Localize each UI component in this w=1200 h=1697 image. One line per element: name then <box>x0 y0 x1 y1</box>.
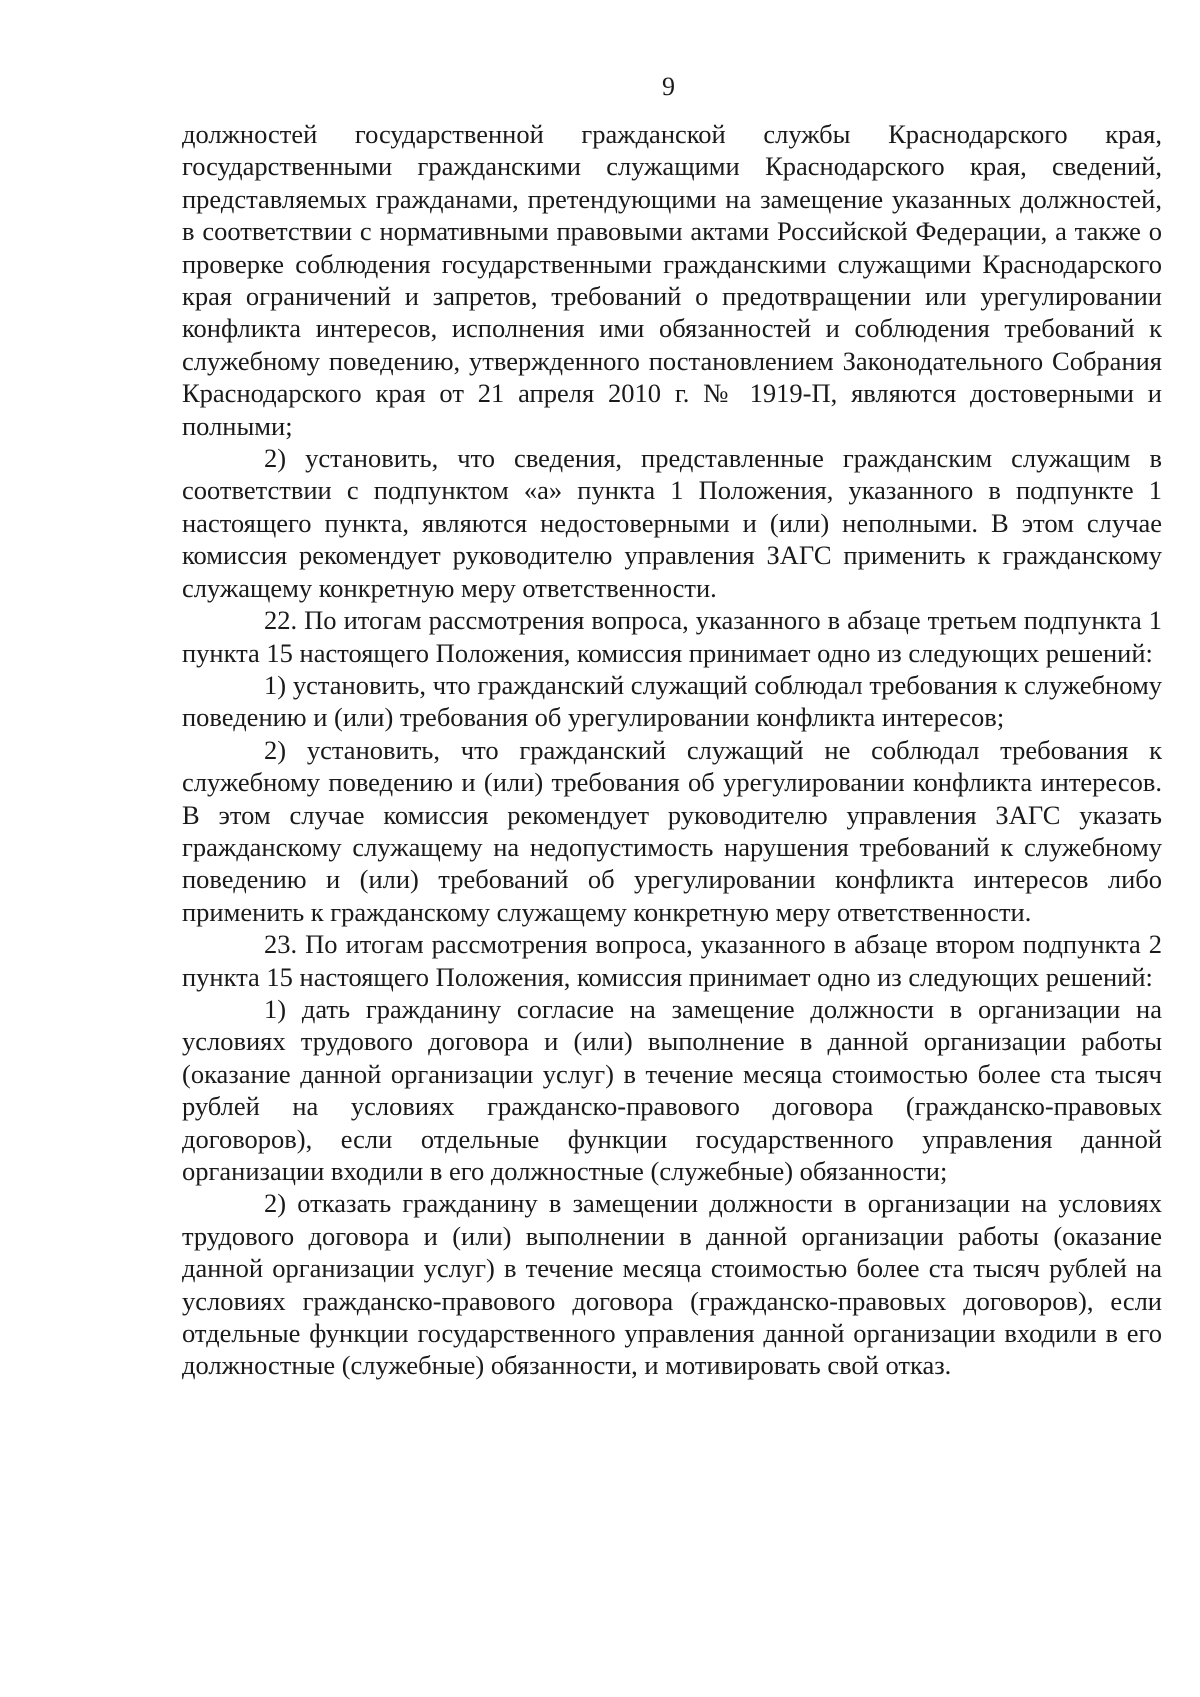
paragraph-clause-22: 22. По итогам рассмотрения вопроса, указанного в абзаце третьем подпункта 1 пункта 15 настоящего Положения, комиссия принимает одно из следующих решений: <box>182 605 1162 668</box>
paragraph-item-23-1: 1) дать гражданину согласие на замещение должности в организации на условиях трудового договора и (или) выполнение в данной организации работы (оказание данной организации услуг) в течение месяца стоимостью более ста тысяч рублей на условиях гражданско-правового договора (гражданско-правовых договоров), если отдельные функции государственного управления данной организации входили в его должностные (служебные) обязанности; <box>182 993 1162 1186</box>
document-body <box>182 118 1162 1382</box>
paragraph-item-22-2: 2) установить, что гражданский служащий не соблюдал требования к служебному поведению и (или) требования об урегулировании конфликта интересов. В этом случае комиссия рекомендует руководителю управления ЗАГС указать гражданскому служащему на недопустимость нарушения требований к служебному поведению и (или) требований об урегулировании конфликта интересов либо применить к гражданскому служащему конкретную меру ответственности. <box>182 734 1162 927</box>
paragraph-continuation: должностей государственной гражданской службы Краснодарского края, государственными гражданскими служащими Краснодарского края, сведений, представляемых гражданами, претендующими на замещение указанных должностей, в соответствии с нормативными правовыми актами Российской Федерации, а также о проверке соблюдения государственными гражданскими служащими Краснодарского края ограничений и запретов, требований о предотвращении или урегулировании конфликта интересов, исполнения ими обязанностей и соблюдения требований к служебному поведению, утвержденного постановлением Законодательного Собрания Краснодарского края от 21 апреля 2010 г. № 1919-П, являются достоверными и полными; <box>182 119 1162 441</box>
paragraph-item-23-2: 2) отказать гражданину в замещении должности в организации на условиях трудового договора и (или) выполнении в данной организации работы (оказание данной организации услуг) в течение месяца стоимостью более ста тысяч рублей на условиях гражданско-правового договора (гражданско-правовых договоров), если отдельные функции государственного управления данной организации входили в его должностные (служебные) обязанности, и мотивировать свой отказ. <box>182 1188 1162 1381</box>
paragraph-item-22-1: 1) установить, что гражданский служащий соблюдал требования к служебному поведению и (или) требования об урегулировании конфликта интересов; <box>182 669 1162 733</box>
paragraph-item-2: 2) установить, что сведения, представленные гражданским служащим в соответствии с подпунктом «а» пункта 1 Положения, указанного в подпункте 1 настоящего пункта, являются недостоверными и (или) неполными. В этом случае комиссия рекомендует руководителю управления ЗАГС применить к гражданскому служащему конкретную меру ответственности. <box>182 443 1162 603</box>
paragraph-clause-23: 23. По итогам рассмотрения вопроса, указанного в абзаце втором подпункта 2 пункта 15 настоящего Положения, комиссия принимает одно из следующих решений: <box>182 929 1162 992</box>
page-number: 9 <box>662 72 675 101</box>
